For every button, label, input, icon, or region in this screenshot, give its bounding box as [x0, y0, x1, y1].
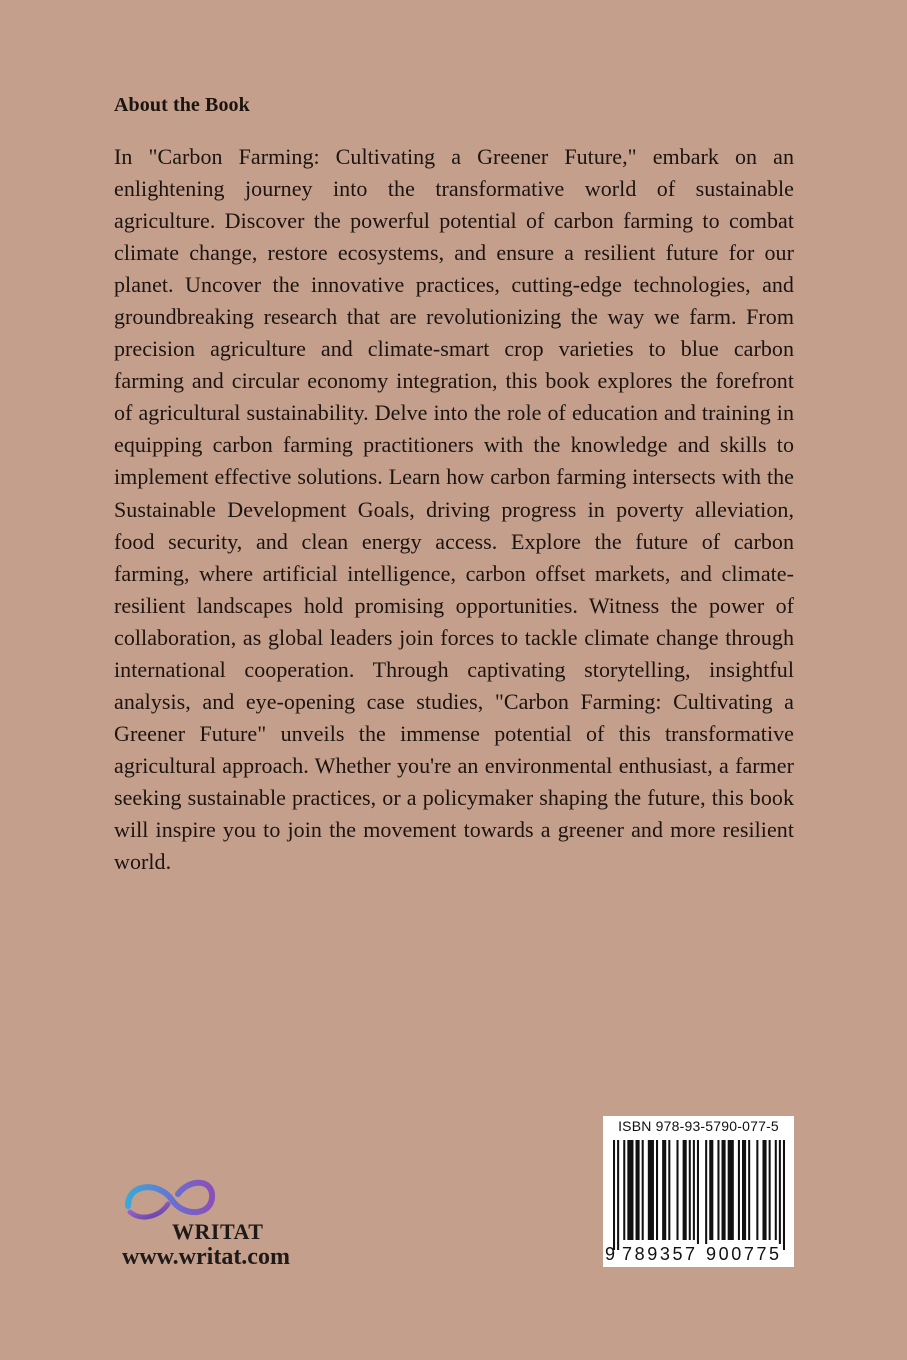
- barcode-bar: [656, 1140, 658, 1240]
- barcode-bar: [775, 1140, 777, 1240]
- publisher-name: WRITAT: [172, 1219, 264, 1244]
- about-heading: About the Book: [114, 94, 250, 116]
- barcode-digit-first: 9: [605, 1244, 616, 1264]
- barcode-bar: [742, 1140, 746, 1240]
- barcode-bars: [613, 1140, 785, 1250]
- publisher-website: www.writat.com: [122, 1244, 290, 1270]
- barcode-bar: [783, 1140, 785, 1250]
- barcode-bar: [676, 1140, 678, 1240]
- barcode-bar: [623, 1140, 625, 1240]
- barcode-bar: [648, 1140, 654, 1240]
- barcode-bar: [617, 1140, 619, 1250]
- barcode-digit-group-right: 900775: [706, 1244, 782, 1264]
- barcode-bar: [683, 1140, 687, 1240]
- barcode-bar: [689, 1140, 691, 1240]
- barcode-bar: [627, 1140, 633, 1240]
- barcode-bar: [642, 1140, 644, 1240]
- barcode-bar: [697, 1140, 699, 1250]
- barcode-bar: [722, 1140, 726, 1240]
- barcode-bar: [748, 1140, 750, 1240]
- barcode-bar: [662, 1140, 666, 1240]
- barcode-bar: [636, 1140, 640, 1240]
- barcode-bar: [728, 1140, 734, 1240]
- barcode-bar: [756, 1140, 758, 1240]
- barcode-bar: [613, 1140, 615, 1250]
- barcode-bar: [762, 1140, 766, 1240]
- barcode-bar: [769, 1140, 771, 1240]
- barcode-bar: [779, 1140, 781, 1250]
- barcode-bar: [709, 1140, 713, 1240]
- book-description: In "Carbon Farming: Cultivating a Greener Future," embark on an enlightening journey into the transformative world of sustainable agriculture. Discover the powerful potential of carbon farming to combat climate change, restore ecosystems, and ensure a resilient future for our planet. Uncover the innovative practices, cutting-edge technologies, and groundbreaking research that are revolutionizing the way we farm. From precision agriculture and climate-smart crop varieties to blue carbon farming and circular economy integration, this book explores the forefront of agricultural sustainability. Delve into the role of education and training in equipping carbon farming practitioners with the knowledge and skills to implement effective solutions. Learn how carbon farming intersects with the Sustainable Development Goals, driving progress in poverty alleviation, food security, and clean energy access. Explore the future of carbon farming, where artificial intelligence, carbon offset markets, and climate-resilient landscapes hold promising opportunities. Witness the power of collaboration, as global leaders join forces to tackle climate change through international cooperation. Through captivating storytelling, insightful analysis, and eye-opening case studies, "Carbon Farming: Cultivating a Greener Future" unveils the immense potential of this transformative agricultural approach. Whether you're an environmental enthusiast, a farmer seeking sustainable practices, or a policymaker shaping the future, this book will inspire you to join the movement towards a greener and more resilient world.: [114, 144, 794, 875]
- barcode-bar: [693, 1140, 695, 1240]
- isbn-label: ISBN 978-93-5790-077-5: [618, 1118, 779, 1134]
- barcode-bar: [705, 1140, 707, 1250]
- isbn-barcode-panel: [603, 1116, 794, 1267]
- barcode-digit-group-left: 789357: [622, 1244, 698, 1264]
- barcode-bar: [668, 1140, 670, 1240]
- barcode-bar: [717, 1140, 719, 1240]
- barcode-bar: [738, 1140, 740, 1240]
